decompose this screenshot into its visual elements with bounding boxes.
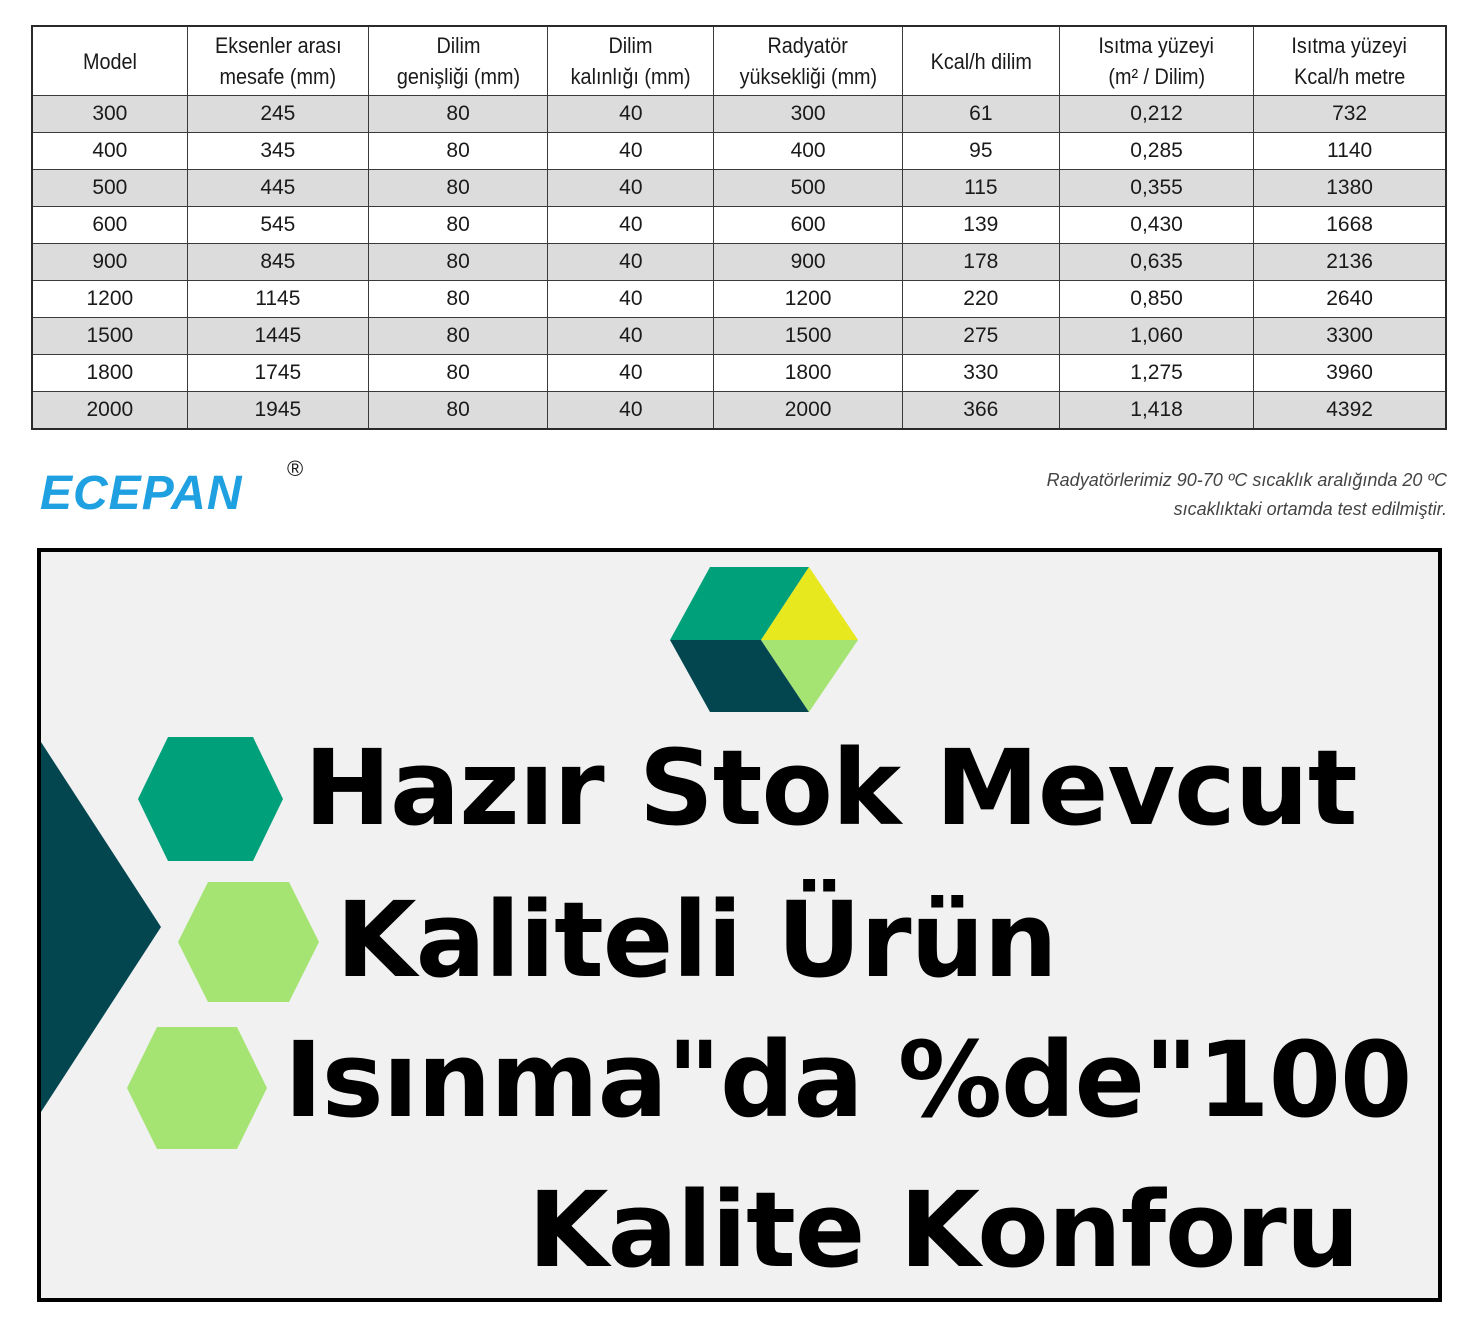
table-cell: 220 [902, 281, 1059, 318]
column-header-line: Kcal/h dilim [930, 48, 1032, 74]
table-cell: 900 [714, 244, 902, 281]
table-row [32, 318, 1446, 355]
column-header-line: Isıtma yüzeyi [1291, 33, 1408, 58]
table-cell: 4392 [1254, 392, 1446, 430]
table-cell: 400 [32, 133, 187, 170]
table-cell: 330 [902, 355, 1059, 392]
note-line-2: sıcaklıktaki ortamda test edilmiştir. [1173, 499, 1447, 519]
table-header-row [32, 26, 1446, 96]
table-cell: 1800 [32, 355, 187, 392]
table-cell: 80 [368, 133, 547, 170]
bullet-hexagon-icon [127, 1027, 267, 1149]
table-cell: 115 [902, 170, 1059, 207]
table-cell: 40 [548, 133, 714, 170]
table-cell: 80 [368, 244, 547, 281]
table-cell: 1,418 [1059, 392, 1253, 430]
table-cell: 80 [368, 207, 547, 244]
test-conditions-note [887, 466, 1447, 524]
table-cell: 139 [902, 207, 1059, 244]
table-cell: 0,430 [1059, 207, 1253, 244]
table-cell: 1445 [187, 318, 368, 355]
table-cell: 275 [902, 318, 1059, 355]
ecepan-logo: ECEPAN [40, 467, 243, 520]
table-cell: 80 [368, 355, 547, 392]
table-cell: 1200 [714, 281, 902, 318]
column-header-line: Dilim [436, 33, 481, 58]
table-cell: 0,355 [1059, 170, 1253, 207]
column-header [32, 26, 187, 96]
table-cell: 300 [32, 96, 187, 133]
table-cell: 366 [902, 392, 1059, 430]
table-cell: 80 [368, 96, 547, 133]
bullet-hexagon-icon [178, 882, 319, 1002]
table-cell: 545 [187, 207, 368, 244]
column-header [714, 26, 902, 96]
table-cell: 2000 [32, 392, 187, 430]
column-header-line: Dilim [608, 33, 653, 58]
table-cell: 40 [548, 392, 714, 430]
table-row [32, 244, 1446, 281]
table-cell: 732 [1254, 96, 1446, 133]
column-header-line: Radyatör [767, 33, 849, 58]
table-cell: 0,635 [1059, 244, 1253, 281]
column-header-line: Eksenler arası [214, 33, 342, 58]
promo-banner [37, 548, 1442, 1302]
table-cell: 80 [368, 318, 547, 355]
table-row [32, 355, 1446, 392]
table-cell: 40 [548, 170, 714, 207]
table-cell: 80 [368, 170, 547, 207]
table-cell: 95 [902, 133, 1059, 170]
note-line-1: Radyatörlerimiz 90-70 ºC sıcaklık aralığında 20 ºC [1046, 470, 1447, 490]
column-header [368, 26, 547, 96]
table-cell: 40 [548, 355, 714, 392]
column-header [548, 26, 714, 96]
column-header [1059, 26, 1253, 96]
table-cell: 1380 [1254, 170, 1446, 207]
table-cell: 245 [187, 96, 368, 133]
table-row [32, 207, 1446, 244]
table-cell: 500 [32, 170, 187, 207]
column-header [902, 26, 1059, 96]
table-cell: 600 [714, 207, 902, 244]
table-cell: 61 [902, 96, 1059, 133]
table-cell: 1800 [714, 355, 902, 392]
column-header [187, 26, 368, 96]
bullet-hexagon-icon [138, 737, 283, 861]
table-cell: 40 [548, 207, 714, 244]
table-row [32, 170, 1446, 207]
table-cell: 1145 [187, 281, 368, 318]
table-row [32, 281, 1446, 318]
table-cell: 1200 [32, 281, 187, 318]
table-cell: 300 [714, 96, 902, 133]
cube-logo-icon [670, 567, 858, 712]
slogan-quality-product: Kaliteli Ürün [336, 879, 1057, 1001]
radiator-spec-table [31, 25, 1447, 430]
table-cell: 1945 [187, 392, 368, 430]
column-header-line: kalınlığı (mm) [570, 64, 691, 89]
table-cell: 40 [548, 244, 714, 281]
table-row [32, 96, 1446, 133]
table-cell: 1500 [32, 318, 187, 355]
table-cell: 1140 [1254, 133, 1446, 170]
column-header [1254, 26, 1446, 96]
table-body [32, 96, 1446, 430]
table-cell: 445 [187, 170, 368, 207]
column-header-line: Kcal/h metre [1294, 64, 1406, 89]
table-cell: 0,850 [1059, 281, 1253, 318]
table-cell: 2640 [1254, 281, 1446, 318]
table-cell: 345 [187, 133, 368, 170]
table-cell: 3960 [1254, 355, 1446, 392]
table-cell: 2136 [1254, 244, 1446, 281]
table-cell: 40 [548, 318, 714, 355]
table-cell: 178 [902, 244, 1059, 281]
table-cell: 3300 [1254, 318, 1446, 355]
column-header-line: genişliği (mm) [396, 64, 520, 89]
column-header-line: mesafe (mm) [219, 64, 337, 89]
slogan-in-stock: Hazır Stok Mevcut [304, 727, 1357, 849]
table-cell: 0,212 [1059, 96, 1253, 133]
table-cell: 600 [32, 207, 187, 244]
table-cell: 80 [368, 281, 547, 318]
table-row [32, 392, 1446, 430]
table-row [32, 133, 1446, 170]
table-cell: 1668 [1254, 207, 1446, 244]
table-cell: 500 [714, 170, 902, 207]
column-header-line: Isıtma yüzeyi [1098, 33, 1215, 58]
table-cell: 1,275 [1059, 355, 1253, 392]
table-cell: 1745 [187, 355, 368, 392]
registered-mark: ® [287, 456, 304, 481]
slogan-quality-comfort: Kalite Konforu [528, 1169, 1359, 1291]
column-header-line: (m² / Dilim) [1108, 64, 1205, 89]
table-cell: 900 [32, 244, 187, 281]
table-cell: 40 [548, 96, 714, 133]
table-cell: 1,060 [1059, 318, 1253, 355]
column-header-line: Model [82, 48, 137, 74]
table-cell: 80 [368, 392, 547, 430]
slogan-heating-percent: Isınma"da %de"100 [284, 1019, 1412, 1141]
table-cell: 0,285 [1059, 133, 1253, 170]
table-cell: 400 [714, 133, 902, 170]
column-header-line: yüksekliği (mm) [739, 64, 877, 89]
table-cell: 1500 [714, 318, 902, 355]
table-cell: 845 [187, 244, 368, 281]
table-cell: 2000 [714, 392, 902, 430]
table-cell: 40 [548, 281, 714, 318]
